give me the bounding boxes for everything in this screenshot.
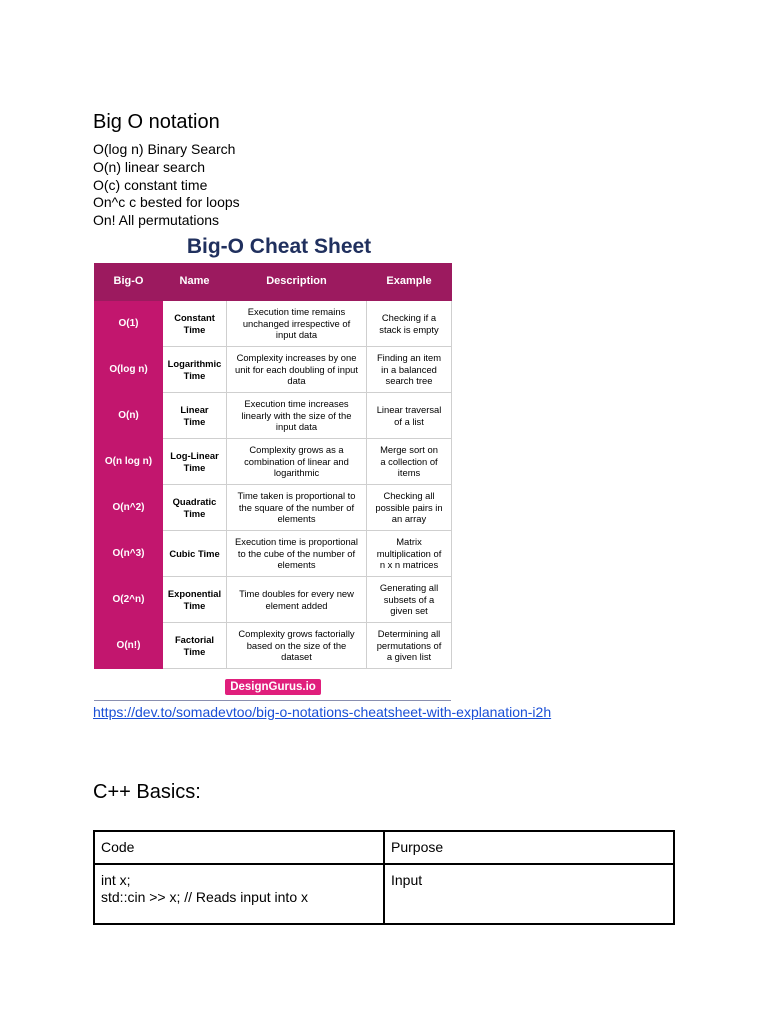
example-cell [367,393,452,439]
example-cell-line: items [397,467,421,479]
description-cell-line: unit for each doubling of input [234,363,358,375]
description-cell-line: unchanged irrespective of [242,317,351,329]
note-line: O(n) linear search [93,158,206,175]
example-cell [367,623,452,669]
big-o-heading: Big O notation [93,111,220,133]
cheat-sheet-title: Big-O Cheat Sheet [186,235,372,258]
code-line: std::cin >> x; // Reads input into x [101,889,308,905]
description-cell-line: Complexity grows factorially [238,628,355,640]
bigo-cell: O(n^3) [95,531,163,577]
name-cell-line: Linear [180,404,209,416]
description-cell-line: Complexity grows as a [249,444,344,456]
description-cell-line: combination of linear and [244,455,349,467]
description-cell-line: data [287,375,306,387]
example-cell-line: possible pairs in [375,501,443,513]
description-cell-line: Execution time remains [247,306,346,318]
description-cell [227,623,367,669]
bigo-cell: O(1) [95,301,163,347]
cheat-sheet-row [95,439,452,485]
name-cell [163,577,227,623]
bigo-cell: O(n) [95,393,163,439]
cheat-sheet-row [95,531,452,577]
name-cell [163,393,227,439]
bigo-cell: O(log n) [95,347,163,393]
image-divider [94,700,451,701]
example-cell-line: multiplication of [376,547,442,559]
example-cell-line: given set [390,605,428,617]
code-cell [94,864,384,924]
name-cell [163,623,227,669]
cheat-sheet-table [94,263,452,669]
description-cell [227,531,367,577]
description-cell-line: Time taken is proportional to [237,490,356,502]
name-cell [163,347,227,393]
name-cell-line: Logarithmic [167,358,222,370]
example-cell [367,531,452,577]
example-cell [367,347,452,393]
notes-list [93,141,240,230]
cheat-sheet-row [95,347,452,393]
name-cell-line: Constant [174,312,215,324]
header-purpose: Purpose [384,831,674,864]
description-cell-line: based on the size of the [246,639,347,651]
description-cell-line: input data [275,421,318,433]
cheat-sheet-row [95,577,452,623]
bigo-cell: O(n^2) [95,485,163,531]
name-cell [163,439,227,485]
example-cell [367,439,452,485]
column-header: Example [367,264,452,301]
example-cell-line: Determining all [377,628,441,640]
example-cell-line: in a balanced [381,363,437,375]
description-cell-line: to the cube of the number of [237,547,356,559]
name-cell [163,485,227,531]
name-cell-line: Cubic Time [169,547,220,559]
note-line: On^c c bested for loops [93,194,240,211]
cheat-sheet-header-row [95,264,452,301]
column-header: Name [163,264,227,301]
name-cell-line: Time [183,415,206,427]
description-cell [227,439,367,485]
description-cell [227,577,367,623]
note-line: O(log n) Binary Search [93,141,236,157]
cpp-basics-heading: C++ Basics: [93,781,201,803]
cpp-basics-table [93,830,675,925]
code-line: int x; [101,872,131,888]
description-cell-line: elements [277,513,316,525]
bigo-cell: O(n!) [95,623,163,669]
description-cell-line: dataset [281,651,312,663]
example-cell-line: n x n matrices [379,559,439,571]
designgurus-logo: DesignGurus.io [225,679,321,695]
name-cell-line: Time [183,369,206,381]
example-cell-line: Checking all [383,490,435,502]
description-cell-line: Time doubles for every new [239,588,354,600]
example-cell-line: stack is empty [379,323,439,335]
example-cell-line: Generating all [379,582,439,594]
name-cell-line: Factorial [174,634,215,646]
example-cell-line: Finding an item [376,352,442,364]
name-cell-line: Time [183,507,206,519]
name-cell-line: Quadratic [172,496,217,508]
description-cell-line: logarithmic [273,467,320,479]
example-cell-line: of a list [394,415,424,427]
example-cell-line: search tree [385,375,433,387]
example-cell-line: Merge sort on [380,444,438,456]
name-cell-line: Time [183,461,206,473]
note-line: On! All permutations [93,212,220,229]
bigo-cell: O(2^n) [95,577,163,623]
description-cell-line: Execution time is proportional [235,536,358,548]
table-row [94,864,674,924]
cheat-sheet-image [94,230,452,695]
example-cell-line: permutations of [376,639,442,651]
column-header: Description [227,264,367,301]
description-cell [227,393,367,439]
name-cell-line: Time [183,645,206,657]
example-cell [367,485,452,531]
cheat-sheet-row [95,301,452,347]
name-cell [163,301,227,347]
name-cell-line: Time [183,323,206,335]
description-cell-line: linearly with the size of the [241,409,352,421]
cheat-sheet-row [95,623,452,669]
example-cell [367,301,452,347]
example-cell [367,577,452,623]
description-cell-line: element added [265,599,328,611]
name-cell-line: Time [183,599,206,611]
name-cell-line: Exponential [167,588,222,600]
name-cell-line: Log-Linear [170,450,219,462]
table-header-row [94,831,674,864]
cheat-sheet-row [95,393,452,439]
description-cell [227,485,367,531]
example-cell-line: a given list [386,651,432,663]
header-code: Code [94,831,384,864]
description-cell-line: input data [275,329,318,341]
description-cell [227,347,367,393]
example-cell-line: Matrix [396,536,422,548]
example-cell-line: subsets of a [383,593,435,605]
cheat-sheet-row [95,485,452,531]
purpose-cell: Input [384,864,674,924]
description-cell [227,301,367,347]
description-cell-line: the square of the number of [238,501,355,513]
example-cell-line: Linear traversal [376,404,442,416]
note-line: O(c) constant time [93,176,208,193]
example-cell-line: Checking if a [381,312,437,324]
description-cell-line: elements [277,559,316,571]
column-header: Big-O [95,264,163,301]
source-link[interactable]: https://dev.to/somadevtoo/big-o-notations-cheatsheet-with-explanation-i2h [93,704,552,720]
description-cell-line: Execution time increases [244,398,349,410]
name-cell [163,531,227,577]
example-cell-line: a collection of [380,455,438,467]
example-cell-line: an array [391,513,427,525]
bigo-cell: O(n log n) [95,439,163,485]
description-cell-line: Complexity increases by one [236,352,357,364]
